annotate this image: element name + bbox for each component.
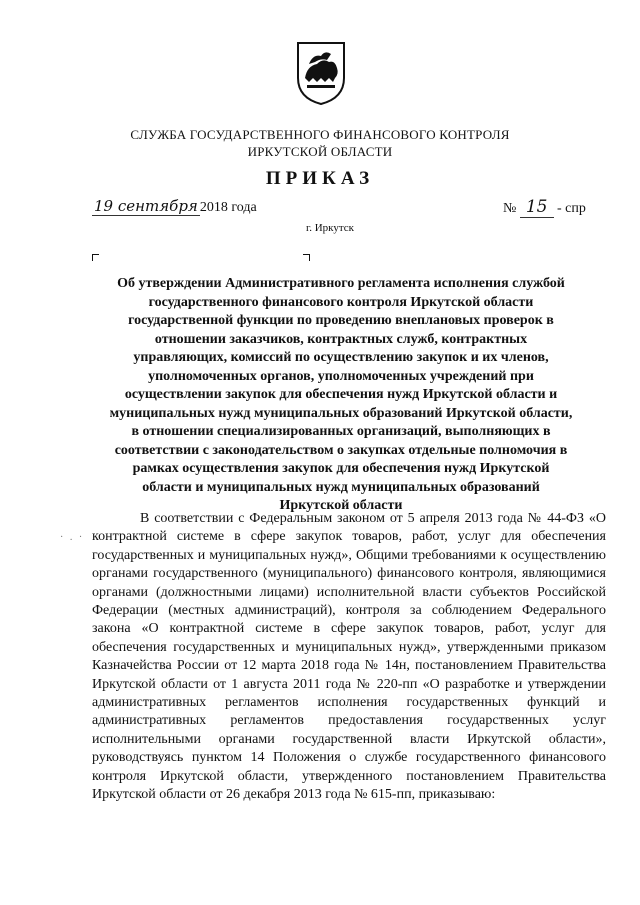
title-bracket-right [303, 254, 310, 261]
agency-name [90, 126, 550, 160]
year-text: 2018 года [199, 200, 257, 215]
margin-mark: · . · [60, 532, 85, 543]
title-bracket-left [92, 254, 99, 261]
document-type: ПРИКАЗ [265, 168, 375, 189]
number-suffix: - спр [557, 201, 586, 216]
coat-of-arms-icon [295, 40, 347, 106]
handwritten-date: 19 сентября [94, 197, 198, 215]
agency-line-2: ИРКУТСКОЙ ОБЛАСТИ [247, 144, 393, 159]
order-body: В соответствии с Федеральным законом от 5 апреля 2013 года № 44-ФЗ «О контрактной системе в сфере закупок товаров, работ, услуг для обеспечения государственных и муниципальных нужд», Общими требованиями к осуществлению органами государственного (муниципального) финансового контроля, являющимися органами (должностными лицами) исполнительной власти субъектов Российской Федерации (местных администраций), контроля за соблюдением Федерального закона «О контрактной системе в сфере закупок товаров, работ, услуг для обеспечения государственных и муниципальных нужд», утвержденными приказом Казначейства России от 12 марта 2018 года № 14н, постановлением Правительства Иркутской области от 1 августа 2011 года № 220-пп «О разработке и утверждении административных регламентов исполнения государственных функций и административных регламентов предоставления государственных услуг исполнительными органами государственной власти Иркутской области», руководствуясь пунктом 14 Положения о службе государственного финансового контроля Иркутской области, утвержденного постановлением Правительства Иркутской области от 26 декабря 2013 года № 615-пп, приказываю: [92, 511, 606, 803]
agency-line-1: СЛУЖБА ГОСУДАРСТВЕННОГО ФИНАНСОВОГО КОНТРОЛЯ [130, 127, 510, 142]
city: г. Иркутск [305, 222, 355, 234]
order-title: Об утверждении Административного регламента исполнения службой государственного финансового контроля Иркутской области государственной функции по проведению внеплановых проверок в отношении заказчиков, контрактных служб, контрактных управляющих, комиссий по осуществлению закупок и их членов, уполномоченных органов, уполномоченных учреждений при осуществлении закупок для обеспечения нужд Иркутской области и муниципальных нужд муниципальных образований Иркутской области, в отношении специализированных организаций, выполняющих в соответствии с законодательством о закупках отдельные полномочия в рамках осуществления закупок для обеспечения нужд Иркутской области и муниципальных нужд муниципальных образований Иркутской области [109, 276, 573, 513]
handwritten-number: 15 [520, 197, 554, 218]
order-date [92, 197, 257, 216]
number-sign: № [503, 201, 517, 216]
order-number [503, 197, 586, 217]
